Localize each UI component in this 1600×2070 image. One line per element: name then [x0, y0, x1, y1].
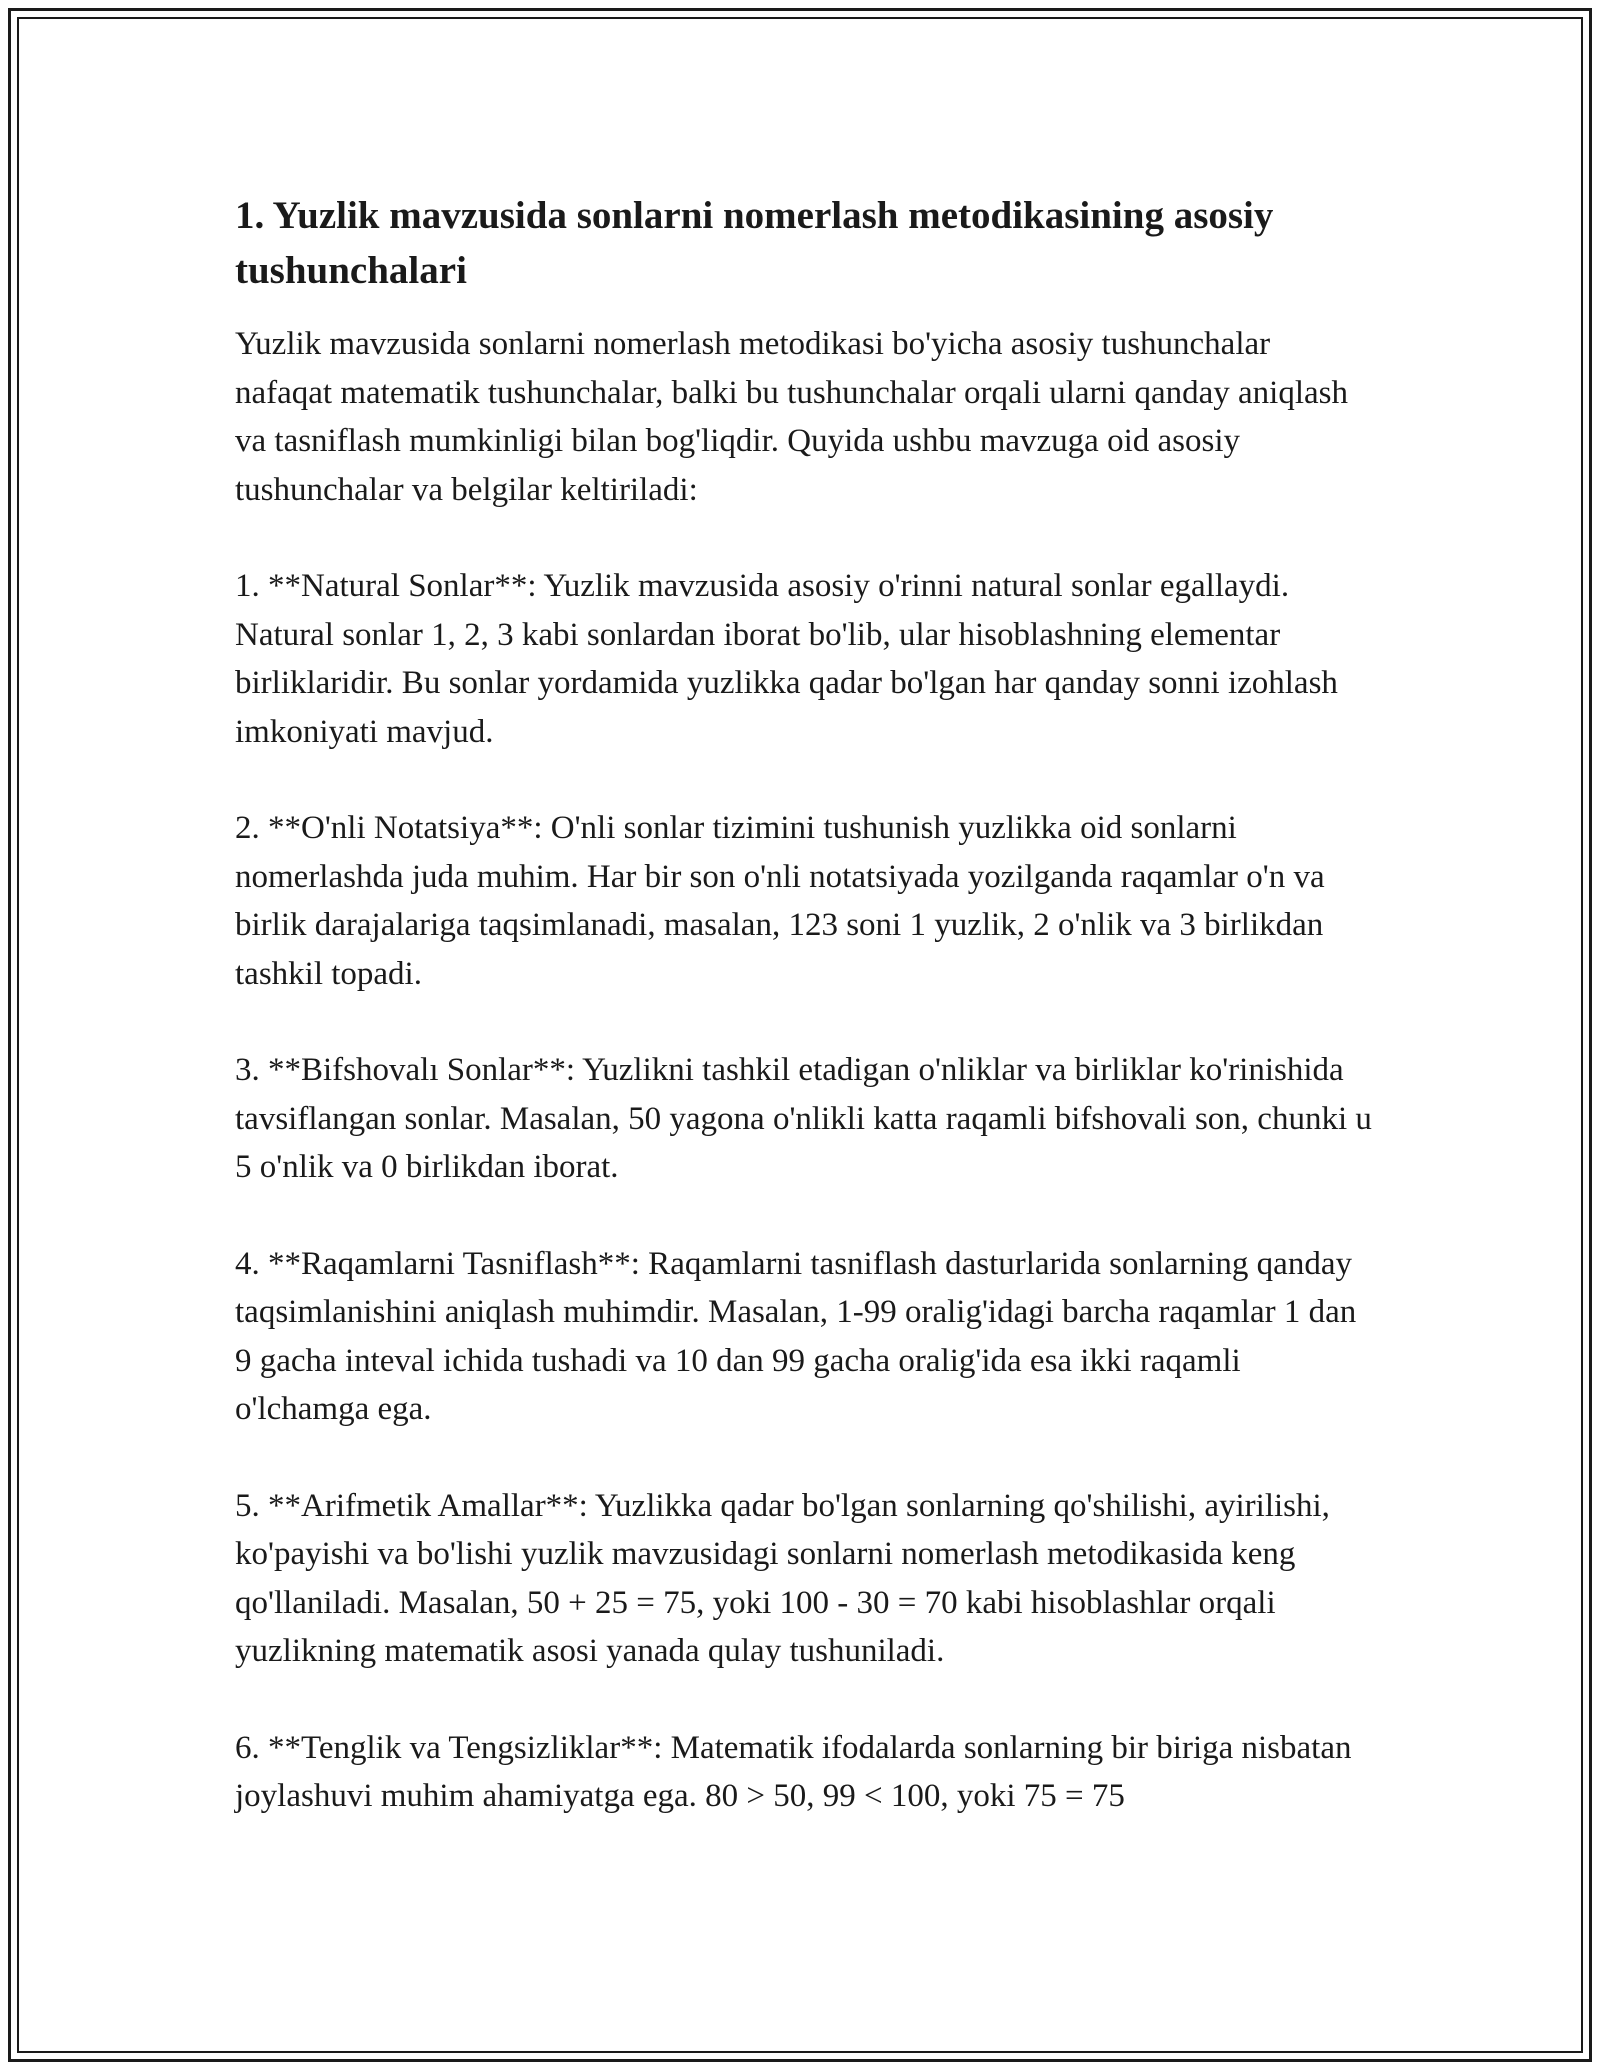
list-item-tenglik-tengsizliklar: 6. **Tenglik va Tengsizliklar**: Matematik ifodalarda sonlarning bir biriga nisbatan joylashuvi muhim ahamiyatga ega. 80 > 50, 99 < 100, yoki 75 = 75 — [235, 1729, 1352, 1814]
list-item-arifmetik-amallar: 5. **Arifmetik Amallar**: Yuzlikka qadar bo'lgan sonlarning qo'shilishi, ayirilishi, ko'payishi va bo'lishi yuzlik mavzusidagi sonlarni nomerlash metodikasida keng qo'llaniladi. Masalan, 50 + 25 = 75, yoki 100 - 30 = 70 kabi hisoblashlar orqali yuzlikning matematik asosi yanada qulay tushuniladi. — [235, 1487, 1330, 1669]
intro-paragraph: Yuzlik mavzusida sonlarni nomerlash metodikasi bo'yicha asosiy tushunchalar nafaqat matematik tushunchalar, balki bu tushunchalar orqali ularni qanday aniqlash va tasniflash mumkinligi bilan bog'liqdir. Quyida ushbu mavzuga oid asosiy tushunchalar va belgilar keltiriladi: — [235, 326, 1348, 508]
list-item-bifshovali-sonlar: 3. **Bifshovalı Sonlar**: Yuzlikni tashkil etadigan o'nliklar va birliklar ko'rinishida tavsiflangan sonlar. Masalan, 50 yagona o'nlikli katta raqamli bifshovali son, chunki u 5 o'nlik va 0 birlikdan iborat. — [235, 1052, 1372, 1185]
list-item-natural-sonlar: 1. **Natural Sonlar**: Yuzlik mavzusida asosiy o'rinni natural sonlar egallaydi. Natural sonlar 1, 2, 3 kabi sonlardan iborat bo'lib, ular hisoblashning elementar birliklaridir. Bu sonlar yordamida yuzlikka qadar bo'lgan har qanday sonni izohlash imkoniyati mavjud. — [235, 568, 1338, 750]
section-heading: 1. Yuzlik mavzusida sonlarni nomerlash metodikasining asosiy tushunchalari — [235, 194, 1274, 292]
document-body — [235, 188, 1375, 1869]
list-item-onli-notatsiya: 2. **O'nli Notatsiya**: O'nli sonlar tizimini tushunish yuzlikka oid sonlarni nomerlashda juda muhim. Har bir son o'nli notatsiyada yozilganda raqamlar o'n va birlik darajalariga taqsimlanadi, masalan, 123 soni 1 yuzlik, 2 o'nlik va 3 birlikdan tashkil topadi. — [235, 810, 1325, 992]
list-item-raqamlarni-tasniflash: 4. **Raqamlarni Tasniflash**: Raqamlarni tasniflash dasturlarida sonlarning qanday taqsimlanishini aniqlash muhimdir. Masalan, 1-99 oralig'idagi barcha raqamlar 1 dan 9 gacha inteval ichida tushadi va 10 dan 99 gacha oralig'ida esa ikki raqamli o'lchamga ega. — [235, 1245, 1357, 1427]
